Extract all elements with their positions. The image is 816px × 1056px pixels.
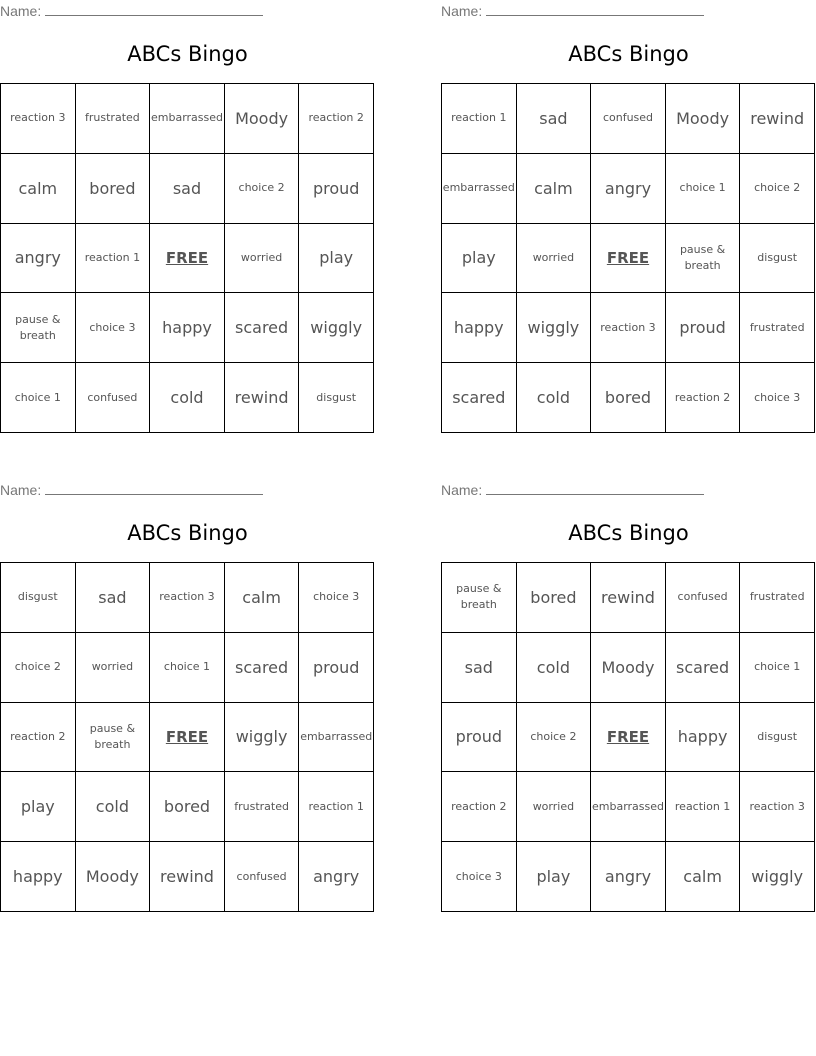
bingo-cell[interactable]: worried xyxy=(517,772,592,842)
bingo-cell[interactable]: sad xyxy=(442,633,517,703)
bingo-cell[interactable]: scared xyxy=(666,633,741,703)
bingo-cell[interactable]: rewind xyxy=(740,84,815,154)
bingo-cell[interactable]: cold xyxy=(76,772,151,842)
bingo-cell[interactable]: rewind xyxy=(591,563,666,633)
bingo-cell[interactable]: sad xyxy=(150,154,225,224)
bingo-cell[interactable]: choice 1 xyxy=(740,633,815,703)
name-label: Name: xyxy=(441,482,483,498)
name-blank-line[interactable] xyxy=(45,3,263,16)
bingo-card-4 xyxy=(441,479,816,919)
card-title: ABCs Bingo xyxy=(127,42,248,66)
bingo-cell[interactable]: choice 3 xyxy=(442,842,517,912)
bingo-cell[interactable]: confused xyxy=(225,842,300,912)
bingo-cell[interactable]: reaction 2 xyxy=(1,703,76,773)
bingo-cell[interactable]: play xyxy=(1,772,76,842)
free-space-cell[interactable]: FREE xyxy=(150,703,225,773)
bingo-cell[interactable]: choice 1 xyxy=(1,363,76,433)
bingo-cell[interactable]: angry xyxy=(591,154,666,224)
bingo-cell[interactable]: cold xyxy=(517,363,592,433)
bingo-cell[interactable]: reaction 2 xyxy=(666,363,741,433)
bingo-grid xyxy=(0,83,374,433)
bingo-cell[interactable]: disgust xyxy=(299,363,374,433)
name-blank-line[interactable] xyxy=(45,482,263,495)
bingo-cell[interactable]: happy xyxy=(666,703,741,773)
bingo-cell[interactable]: worried xyxy=(517,224,592,294)
bingo-cell[interactable]: play xyxy=(517,842,592,912)
bingo-cell[interactable]: proud xyxy=(442,703,517,773)
free-space-cell[interactable]: FREE xyxy=(150,224,225,294)
bingo-cell[interactable]: happy xyxy=(1,842,76,912)
bingo-cell[interactable]: frustrated xyxy=(740,563,815,633)
name-blank-line[interactable] xyxy=(486,3,704,16)
card-title: ABCs Bingo xyxy=(568,42,689,66)
bingo-cell[interactable]: wiggly xyxy=(225,703,300,773)
bingo-cell[interactable]: angry xyxy=(299,842,374,912)
bingo-cell[interactable]: choice 3 xyxy=(299,563,374,633)
bingo-cell[interactable]: sad xyxy=(76,563,151,633)
bingo-cell[interactable]: embarrassed xyxy=(299,703,374,773)
name-label: Name: xyxy=(0,3,42,19)
bingo-card-1 xyxy=(0,0,375,440)
bingo-cell[interactable]: choice 3 xyxy=(740,363,815,433)
name-label: Name: xyxy=(0,482,42,498)
bingo-cell[interactable]: pause & breath xyxy=(76,703,151,773)
card-title: ABCs Bingo xyxy=(568,521,689,545)
bingo-cell[interactable]: Moody xyxy=(225,84,300,154)
bingo-cell[interactable]: bored xyxy=(517,563,592,633)
bingo-cell[interactable]: wiggly xyxy=(299,293,374,363)
bingo-cell[interactable]: rewind xyxy=(150,842,225,912)
bingo-cell[interactable]: disgust xyxy=(740,703,815,773)
bingo-cell[interactable]: frustrated xyxy=(740,293,815,363)
bingo-cell[interactable]: disgust xyxy=(1,563,76,633)
bingo-cell[interactable]: calm xyxy=(517,154,592,224)
bingo-cell[interactable]: happy xyxy=(150,293,225,363)
bingo-cell[interactable]: choice 2 xyxy=(517,703,592,773)
bingo-cell[interactable]: bored xyxy=(150,772,225,842)
bingo-cell[interactable]: Moody xyxy=(591,633,666,703)
bingo-cell[interactable]: proud xyxy=(299,633,374,703)
bingo-cell[interactable]: embarrassed xyxy=(150,84,225,154)
bingo-cell[interactable]: confused xyxy=(666,563,741,633)
bingo-cell[interactable]: calm xyxy=(225,563,300,633)
bingo-cell[interactable]: scared xyxy=(225,633,300,703)
bingo-cell[interactable]: proud xyxy=(299,154,374,224)
bingo-cell[interactable]: embarrassed xyxy=(442,154,517,224)
bingo-cell[interactable]: worried xyxy=(76,633,151,703)
bingo-cell[interactable]: choice 1 xyxy=(150,633,225,703)
bingo-cell[interactable]: cold xyxy=(150,363,225,433)
bingo-cell[interactable]: reaction 1 xyxy=(442,84,517,154)
bingo-cell[interactable]: bored xyxy=(76,154,151,224)
bingo-cell[interactable]: choice 2 xyxy=(225,154,300,224)
bingo-cell[interactable]: bored xyxy=(591,363,666,433)
bingo-cell[interactable]: pause & breath xyxy=(666,224,741,294)
bingo-cell[interactable]: wiggly xyxy=(740,842,815,912)
bingo-cell[interactable]: disgust xyxy=(740,224,815,294)
bingo-cell[interactable]: Moody xyxy=(76,842,151,912)
bingo-cell[interactable]: play xyxy=(442,224,517,294)
bingo-cell[interactable]: scared xyxy=(442,363,517,433)
card-title: ABCs Bingo xyxy=(127,521,248,545)
bingo-cell[interactable]: reaction 2 xyxy=(299,84,374,154)
bingo-cell[interactable]: confused xyxy=(591,84,666,154)
bingo-cell[interactable]: reaction 3 xyxy=(740,772,815,842)
bingo-card-3 xyxy=(0,479,375,919)
bingo-cell[interactable]: calm xyxy=(666,842,741,912)
bingo-cell[interactable]: cold xyxy=(517,633,592,703)
bingo-cell[interactable]: embarrassed xyxy=(591,772,666,842)
bingo-grid xyxy=(441,562,815,912)
bingo-cell[interactable]: frustrated xyxy=(76,84,151,154)
bingo-card-2 xyxy=(441,0,816,440)
bingo-cell[interactable]: angry xyxy=(591,842,666,912)
bingo-cell[interactable]: reaction 3 xyxy=(1,84,76,154)
bingo-cell[interactable]: Moody xyxy=(666,84,741,154)
bingo-grid xyxy=(441,83,815,433)
bingo-grid xyxy=(0,562,374,912)
bingo-cell[interactable]: rewind xyxy=(225,363,300,433)
bingo-cell[interactable]: choice 2 xyxy=(740,154,815,224)
bingo-cell[interactable]: confused xyxy=(76,363,151,433)
bingo-cell[interactable]: happy xyxy=(442,293,517,363)
bingo-cell[interactable]: worried xyxy=(225,224,300,294)
bingo-cell[interactable]: sad xyxy=(517,84,592,154)
bingo-cell[interactable]: choice 3 xyxy=(76,293,151,363)
bingo-cell[interactable]: choice 2 xyxy=(1,633,76,703)
bingo-cell[interactable]: reaction 2 xyxy=(442,772,517,842)
bingo-cell[interactable]: scared xyxy=(225,293,300,363)
name-blank-line[interactable] xyxy=(486,482,704,495)
bingo-cell[interactable]: pause & breath xyxy=(442,563,517,633)
bingo-cell[interactable]: reaction 3 xyxy=(591,293,666,363)
bingo-cell[interactable]: play xyxy=(299,224,374,294)
bingo-cell[interactable]: frustrated xyxy=(225,772,300,842)
bingo-cell[interactable]: reaction 1 xyxy=(76,224,151,294)
name-field[interactable] xyxy=(0,3,263,19)
bingo-cell[interactable]: reaction 1 xyxy=(666,772,741,842)
bingo-cell[interactable]: angry xyxy=(1,224,76,294)
name-field[interactable] xyxy=(441,3,704,19)
bingo-cell[interactable]: reaction 1 xyxy=(299,772,374,842)
name-label: Name: xyxy=(441,3,483,19)
name-field[interactable] xyxy=(441,482,704,498)
bingo-cell[interactable]: wiggly xyxy=(517,293,592,363)
bingo-cell[interactable]: proud xyxy=(666,293,741,363)
name-field[interactable] xyxy=(0,482,263,498)
bingo-cell[interactable]: choice 1 xyxy=(666,154,741,224)
bingo-cell[interactable]: calm xyxy=(1,154,76,224)
free-space-cell[interactable]: FREE xyxy=(591,703,666,773)
bingo-cell[interactable]: reaction 3 xyxy=(150,563,225,633)
bingo-cell[interactable]: pause & breath xyxy=(1,293,76,363)
free-space-cell[interactable]: FREE xyxy=(591,224,666,294)
